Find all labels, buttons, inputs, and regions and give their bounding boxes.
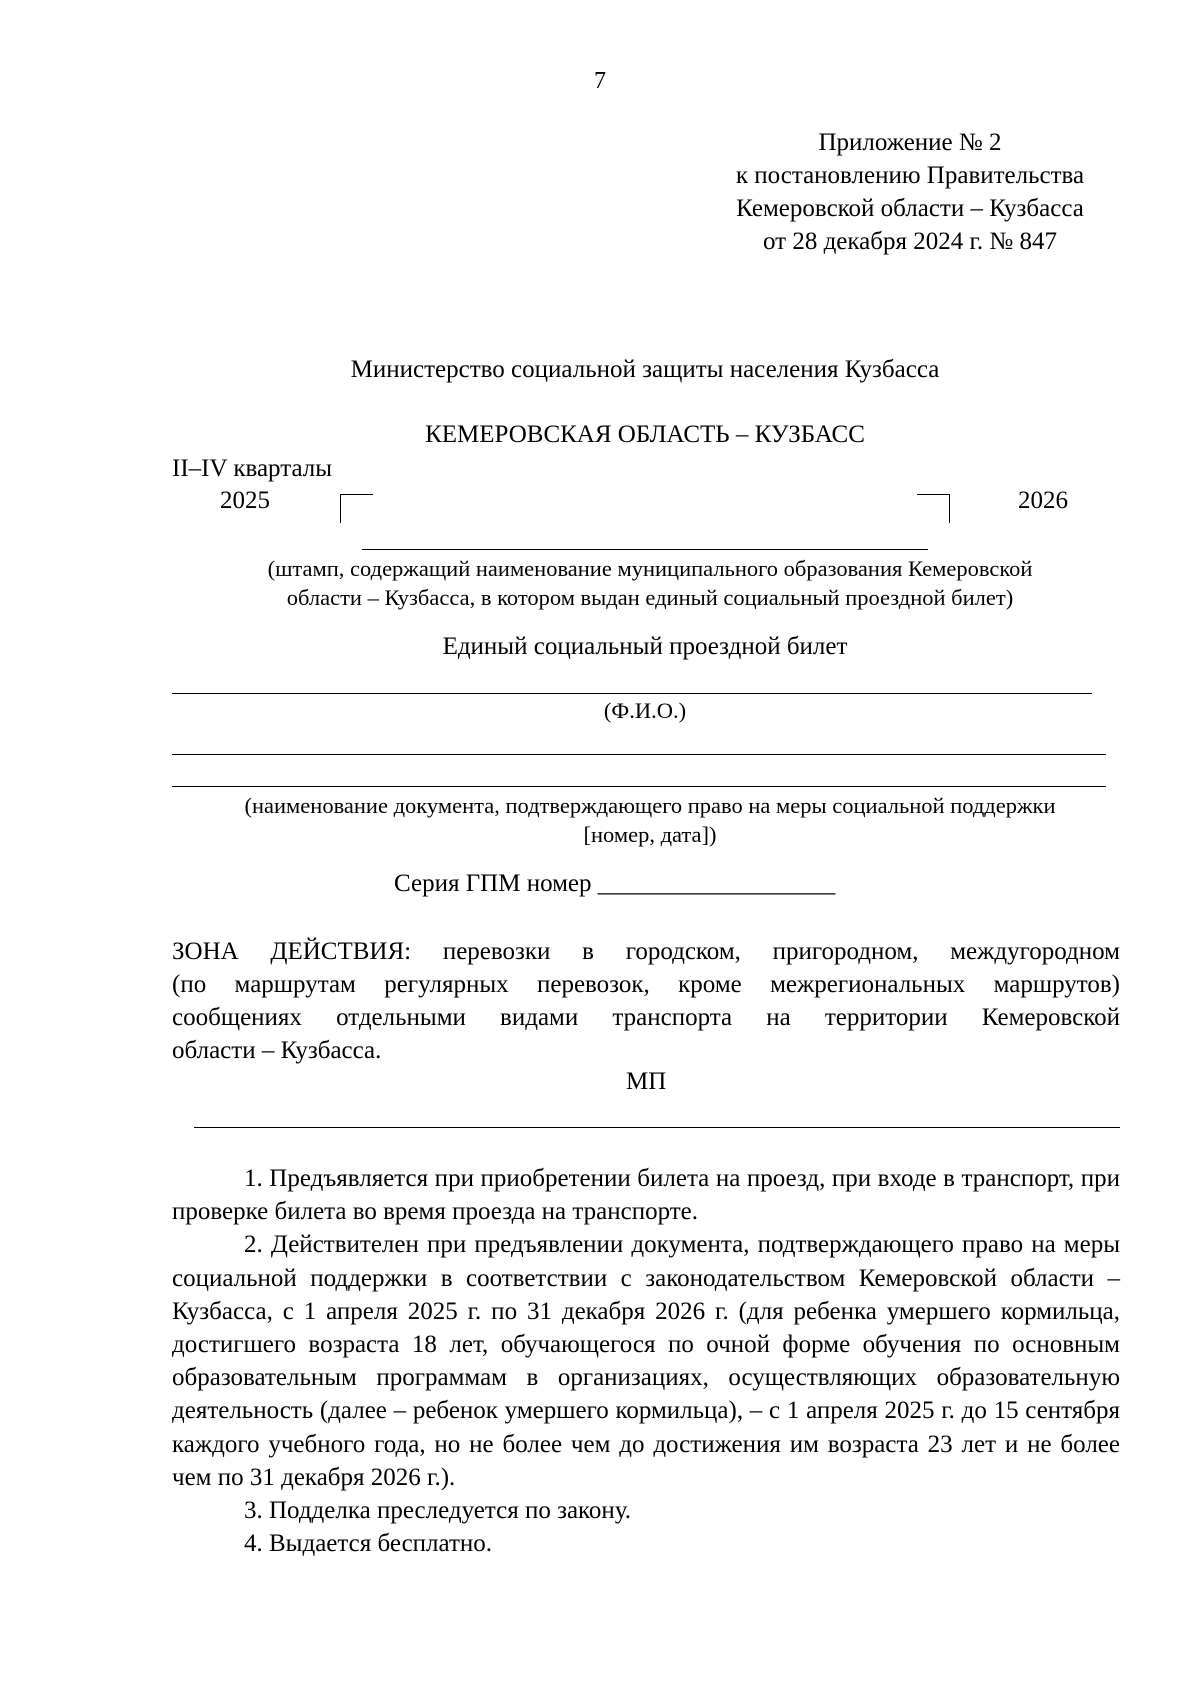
seal-mark: МП: [626, 1068, 667, 1095]
document-caption-line-1: (наименование документа, подтверждающего право на меры социальной поддержки: [244, 793, 1056, 818]
appendix-line-1: Приложение № 2: [818, 129, 1002, 156]
appendix-line-3: Кемеровской области – Кузбасса: [736, 195, 1084, 222]
fio-line: [172, 693, 1092, 694]
stamp-corner-left: [340, 494, 373, 523]
rule-item-2: 2. Действителен при предъявлении документа, подтверждающего право на меры социальной поддержки в соответствии с законодательством Кемеровской области – Кузбасса, с 1 апреля 2025 г. по 31 декабря 2026 г. (для ребенка умершего кормильца, достигшего возраста 18 лет, обучающегося по очной форме обучения по основным образовательным программам в организациях, осуществляющих образовательную деятельность (далее – ребенок умершего кормильца), – с 1 апреля 2025 г. до 15 сентября каждого учебного года, но не более чем до достижения им возраста 23 лет и не более чем по 31 декабря 2026 г.).: [172, 1231, 1120, 1491]
series-label: Серия ГПМ номер: [394, 870, 592, 897]
series-number-blank: ___________________: [597, 870, 836, 897]
appendix-line-2: к постановлению Правительства: [735, 162, 1085, 189]
stamp-caption: [100, 554, 1200, 612]
appendix-block: [700, 126, 1120, 258]
period-year-start: 2025: [220, 487, 270, 514]
region-name: КЕМЕРОВСКАЯ ОБЛАСТЬ – КУЗБАСС: [425, 421, 865, 448]
appendix-line-4: от 28 декабря 2024 г. № 847: [762, 228, 1058, 255]
ticket-title: Единый социальный проездной билет: [442, 633, 848, 660]
document-caption-line-2: [номер, дата]): [583, 822, 717, 847]
zone-line-2: (по маршрутам регулярных перевозок, кроме межрегиональных маршрутов): [172, 971, 1120, 998]
period-year-end: 2026: [1018, 487, 1068, 514]
zone-line-4: области – Кузбасса.: [172, 1037, 382, 1064]
stamp-corner-right: [917, 494, 950, 523]
document-line-1: [172, 754, 1106, 755]
stamp-underline: [362, 549, 928, 550]
rule-item-1: 1. Предъявляется при приобретении билета на проезд, при входе в транспорт, при проверке билета во время проезда на транспорте.: [172, 1165, 1120, 1226]
rules-block: [172, 1162, 1120, 1560]
ministry-name: Министерство социальной защиты населения Кузбасса: [350, 356, 940, 383]
rule-item-3: 3. Подделка преследуется по закону.: [244, 1497, 632, 1525]
page-number: 7: [594, 68, 606, 94]
series-row: [394, 870, 835, 898]
document-line-2: [172, 786, 1106, 787]
stamp-caption-line-2: области – Кузбасса, в котором выдан единый социальный проездной билет): [286, 585, 1014, 610]
period-quarters: II–IV кварталы: [172, 455, 333, 482]
zone-block: [172, 935, 1120, 1067]
stamp-caption-line-1: (штамп, содержащий наименование муниципального образования Кемеровской: [267, 556, 1033, 581]
zone-line-1: ЗОНА ДЕЙСТВИЯ: перевозки в городском, пригородном, междугородном: [172, 938, 1120, 965]
rule-item-4: 4. Выдается бесплатно.: [244, 1530, 493, 1558]
zone-line-3: сообщениях отдельными видами транспорта на территории Кемеровской: [172, 1004, 1120, 1031]
fio-caption: (Ф.И.О.): [603, 698, 687, 723]
document-caption: [100, 791, 1200, 849]
separator-line: [194, 1127, 1120, 1128]
